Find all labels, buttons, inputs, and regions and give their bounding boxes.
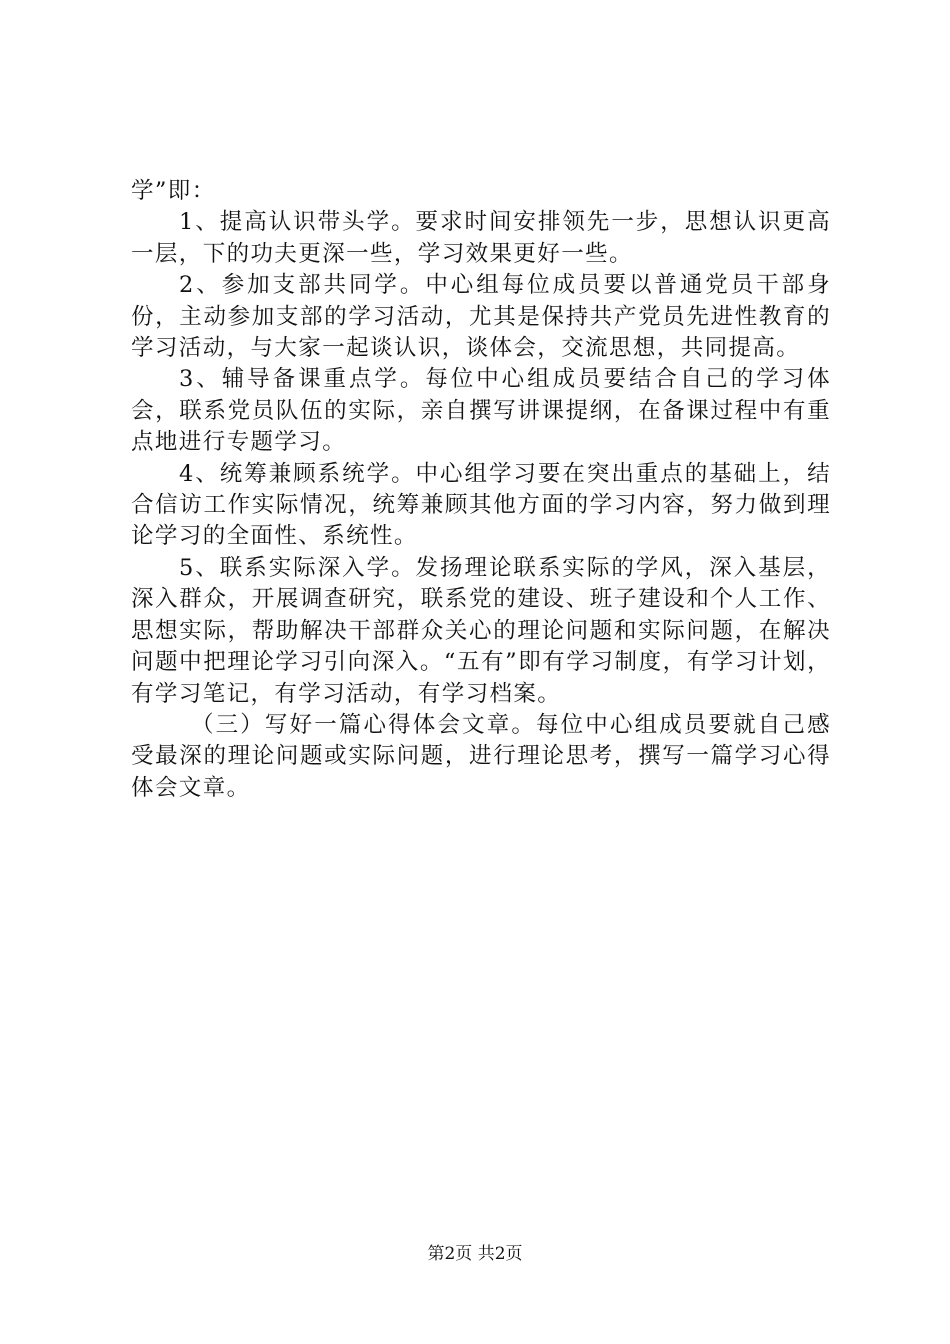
paragraph-item-1: 1、提高认识带头学。要求时间安排领先一步，思想认识更高一层，下的功夫更深一些，学习效果更好一些。 <box>131 209 831 267</box>
paragraph-item-3: 3、辅导备课重点学。每位中心组成员要结合自己的学习体会，联系党员队伍的实际，亲自撰写讲课提纲，在备课过程中有重点地进行专题学习。 <box>131 366 831 456</box>
page-footer: 第2页 共2页 <box>427 1244 523 1264</box>
paragraph-item-5: 5、联系实际深入学。发扬理论联系实际的学风，深入基层，深入群众，开展调查研究，联系党的建设、班子建设和个人工作、思想实际，帮助解决干部群众关心的理论问题和实际问题，在解决问题中把理论学习引向深入。“五有”即有学习制度，有学习计划，有学习笔记，有学习活动，有学习档案。 <box>131 554 831 707</box>
paragraph-section-3: （三）写好一篇心得体会文章。每位中心组成员要就自己感受最深的理论问题或实际问题，进行理论思考，撰写一篇学习心得体会文章。 <box>131 711 831 801</box>
paragraph-item-4: 4、统筹兼顾系统学。中心组学习要在突出重点的基础上，结合信访工作实际情况，统筹兼顾其他方面的学习内容，努力做到理论学习的全面性、系统性。 <box>131 460 831 550</box>
paragraph-item-2: 2、参加支部共同学。中心组每位成员要以普通党员干部身份，主动参加支部的学习活动，尤其是保持共产党员先进性教育的学习活动，与大家一起谈认识，谈体会，交流思想，共同提高。 <box>131 272 831 362</box>
paragraph-continuation: 学”即： <box>131 178 216 204</box>
document-body <box>131 176 831 804</box>
